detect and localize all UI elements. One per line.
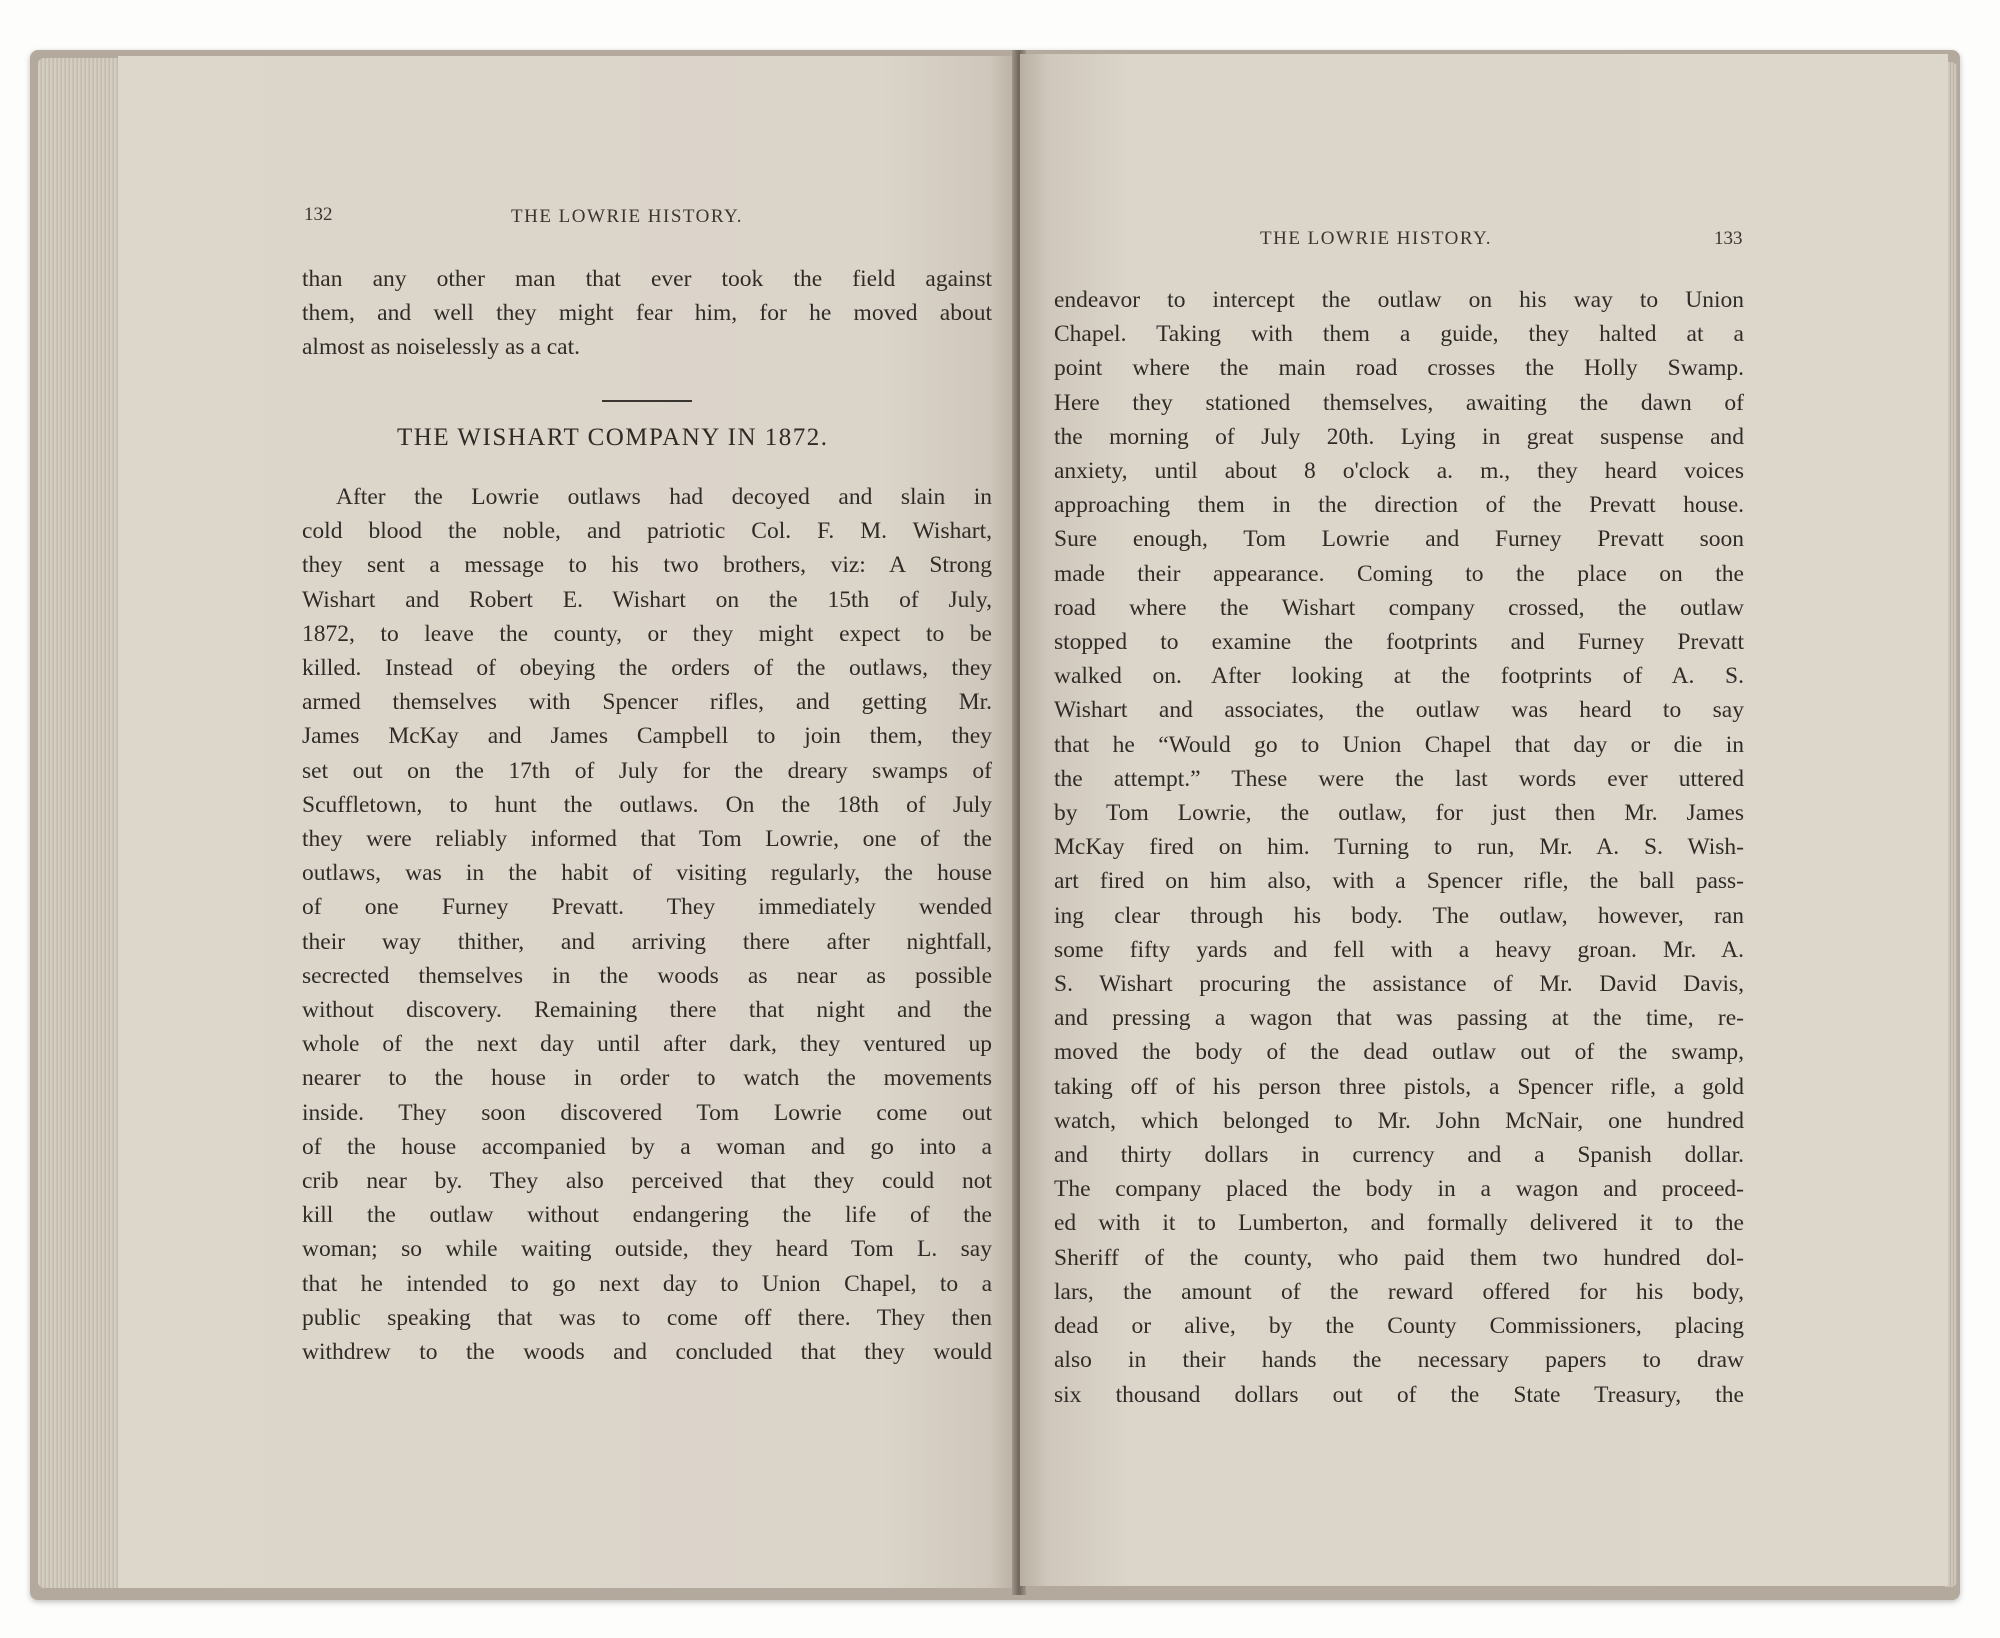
text-line: the attempt.” These were the last words ever uttered: [1054, 765, 1744, 792]
left-running-head: THE LOWRIE HISTORY.: [511, 206, 744, 227]
left-paragraph: [302, 480, 992, 1369]
text-line: taking off of his person three pistols, a Spencer rifle, a gold: [1054, 1073, 1744, 1100]
left-page-number: 132: [304, 204, 333, 225]
text-line: Sure enough, Tom Lowrie and Furney Prevatt soon: [1054, 526, 1744, 553]
text-line: woman; so while waiting outside, they heard Tom L. say: [302, 1236, 992, 1263]
text-line: cold blood the noble, and patriotic Col. F. M. Wishart,: [302, 518, 992, 545]
text-line: ing clear through his body. The outlaw, however, ran: [1054, 902, 1744, 929]
text-line: and pressing a wagon that was passing at the time, re-: [1054, 1005, 1744, 1032]
text-line: moved the body of the dead outlaw out of the swamp,: [1054, 1039, 1744, 1066]
section-divider: [602, 400, 692, 402]
text-line: Wishart and associates, the outlaw was heard to say: [1054, 697, 1744, 724]
text-line: they sent a message to his two brothers, viz: A Strong: [302, 552, 992, 579]
text-line: approaching them in the direction of the Prevatt house.: [1054, 492, 1744, 519]
text-line: also in their hands the necessary papers to draw: [1054, 1347, 1744, 1374]
right-page: [1020, 54, 1948, 1586]
text-line: set out on the 17th of July for the dreary swamps of: [302, 757, 992, 784]
text-line: kill the outlaw without endangering the life of the: [302, 1202, 992, 1229]
text-line: point where the main road crosses the Holly Swamp.: [1054, 355, 1744, 382]
text-line: crib near by. They also perceived that they could not: [302, 1168, 992, 1195]
text-line: six thousand dollars out of the State Treasury, the: [1054, 1381, 1744, 1408]
text-line: made their appearance. Coming to the place on the: [1054, 560, 1744, 587]
left-intro-text: [302, 262, 992, 365]
text-line: of the house accompanied by a woman and go into a: [302, 1133, 992, 1160]
section-heading: THE WISHART COMPANY IN 1872.: [397, 424, 829, 451]
right-page-number: 133: [1714, 228, 1743, 249]
text-line: that he intended to go next day to Union Chapel, to a: [302, 1270, 992, 1297]
text-line: some fifty yards and fell with a heavy groan. Mr. A.: [1054, 936, 1744, 963]
text-line: Here they stationed themselves, awaiting the dawn of: [1054, 389, 1744, 416]
left-page: [118, 56, 1016, 1588]
text-line: by Tom Lowrie, the outlaw, for just then Mr. James: [1054, 800, 1744, 827]
text-line: them, and well they might fear him, for he moved about: [302, 300, 992, 327]
text-line: lars, the amount of the reward offered for his body,: [1054, 1278, 1744, 1305]
text-line: S. Wishart procuring the assistance of Mr. David Davis,: [1054, 971, 1744, 998]
text-line: walked on. After looking at the footprints of A. S.: [1054, 663, 1744, 690]
text-line: and thirty dollars in currency and a Spanish dollar.: [1054, 1142, 1744, 1169]
text-line: road where the Wishart company crossed, the outlaw: [1054, 594, 1744, 621]
text-line: that he “Would go to Union Chapel that day or die in: [1054, 731, 1744, 758]
text-line: armed themselves with Spencer rifles, and getting Mr.: [302, 689, 992, 716]
left-page-edges: [38, 58, 118, 1588]
text-line: withdrew to the woods and concluded that they would: [302, 1339, 992, 1366]
text-line: inside. They soon discovered Tom Lowrie come out: [302, 1099, 992, 1126]
text-line: Sheriff of the county, who paid them two hundred dol-: [1054, 1244, 1744, 1271]
text-line: Wishart and Robert E. Wishart on the 15th of July,: [302, 586, 992, 613]
text-line: McKay fired on him. Turning to run, Mr. A. S. Wish-: [1054, 834, 1744, 861]
text-line: the morning of July 20th. Lying in great suspense and: [1054, 423, 1744, 450]
text-line: secrected themselves in the woods as near as possible: [302, 962, 992, 989]
text-line: endeavor to intercept the outlaw on his way to Union: [1054, 287, 1744, 313]
right-running-head: THE LOWRIE HISTORY.: [1260, 228, 1493, 249]
text-line: public speaking that was to come off there. They then: [302, 1304, 992, 1331]
text-line: watch, which belonged to Mr. John McNair, one hundred: [1054, 1107, 1744, 1134]
text-line: nearer to the house in order to watch the movements: [302, 1065, 992, 1092]
text-line: anxiety, until about 8 o'clock a. m., they heard voices: [1054, 458, 1744, 485]
text-line: art fired on him also, with a Spencer rifle, the ball pass-: [1054, 868, 1744, 895]
text-line: The company placed the body in a wagon and proceed-: [1054, 1176, 1744, 1203]
text-line: they were reliably informed that Tom Lowrie, one of the: [302, 826, 992, 853]
text-line: than any other man that ever took the field against: [302, 266, 992, 292]
text-line: James McKay and James Campbell to join them, they: [302, 723, 992, 750]
text-line: almost as noiselessly as a cat.: [302, 334, 581, 361]
text-line: After the Lowrie outlaws had decoyed and slain in: [336, 484, 992, 510]
text-line: ed with it to Lumberton, and formally delivered it to the: [1054, 1210, 1744, 1237]
text-line: whole of the next day until after dark, they ventured up: [302, 1031, 992, 1058]
text-line: Chapel. Taking with them a guide, they halted at a: [1054, 321, 1744, 348]
text-line: dead or alive, by the County Commissioners, placing: [1054, 1313, 1744, 1340]
text-line: without discovery. Remaining there that night and the: [302, 997, 992, 1024]
text-line: 1872, to leave the county, or they might expect to be: [302, 620, 992, 647]
text-line: of one Furney Prevatt. They immediately wended: [302, 894, 992, 921]
text-line: outlaws, was in the habit of visiting regularly, the house: [302, 860, 992, 887]
right-paragraph: [1054, 283, 1744, 1412]
text-line: stopped to examine the footprints and Furney Prevatt: [1054, 629, 1744, 656]
text-line: Scuffletown, to hunt the outlaws. On the 18th of July: [302, 791, 992, 818]
text-line: their way thither, and arriving there after nightfall,: [302, 928, 992, 955]
text-line: killed. Instead of obeying the orders of the outlaws, they: [302, 655, 992, 682]
